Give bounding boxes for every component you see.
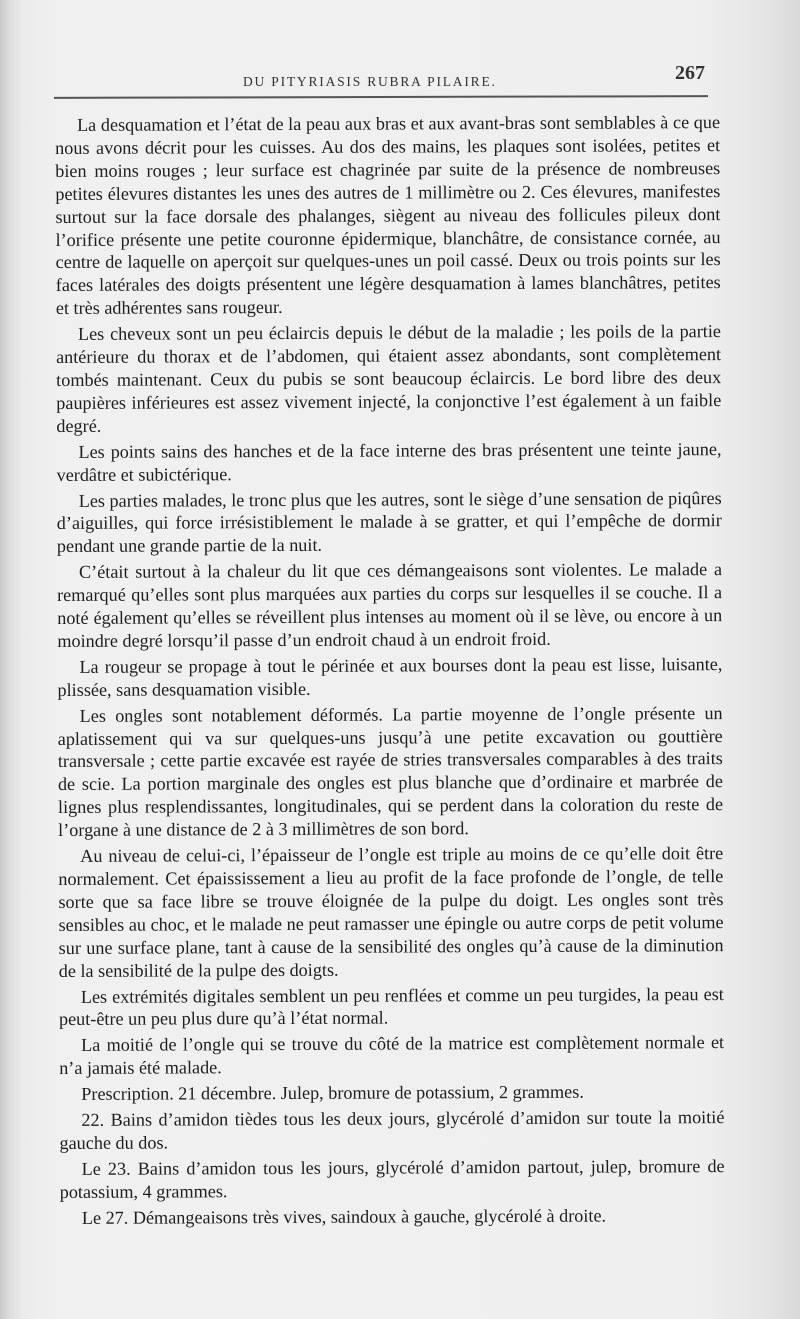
paragraph: C’était surtout à la chaleur du lit que ces démangeaisons sont violentes. Le malade a remarqué qu’elles sont plus marquées aux parties du corps sur lesquelles il se couche. Il a noté également qu’elles se réveillent plus intenses au moment où il se lève, ou encore à un moindre degré lorsqu’il passe d’un endroit chaud à un endroit froid. (57, 559, 723, 651)
paragraph: La desquamation et l’état de la peau aux bras et aux avant-bras sont semblables à ce que nous avons décrit pour les cuisses. Au dos des mains, les plaques sont isolées, petites et bien moins rouges ; leur surface est chagrinée par suite de la présence de nombreuses petites élevures distantes les unes des autres de 1 millimètre ou 2. Ces élevures, manifestes surtout sur la face dorsale des phalanges, siègent au niveau des follicules pileux dont l’orifice présente une petite couronne épidermique, blanchâtre, de consistance cornée, au centre de laquelle on aperçoit sur quelques-unes un poil cassé. Deux ou trois points sur les faces latérales des doigts présentent une légère desquamation à lames blanchâtres, petites et très adhérentes sans rougeur. (55, 112, 721, 319)
running-title: DU PITYRIASIS RUBRA PILAIRE. (243, 74, 497, 89)
paragraph: 22. Bains d’amidon tièdes tous les deux jours, glycérolé d’amidon sur toute la moitié gauche du dos. (59, 1107, 725, 1153)
paragraph: La rougeur se propage à tout le périnée et aux bourses dont la peau est lisse, luisante, plissée, sans desquamation visible. (57, 653, 723, 700)
paragraph: Les ongles sont notablement déformés. La partie moyenne de l’ongle présente un aplatissement qui va sur quelques-uns jusqu’à une petite excavation ou gouttière transversale ; cette partie excavée est rayée de stries transversales comparables à des traits de scie. La portion marginale des ongles est plus blanche que d’ordinaire et marbrée de lignes plus resplendissantes, longitudinales, qui se perdent dans la coloration du reste de l’organe à une distance de 2 à 3 millimètres de son bord. (57, 702, 724, 841)
paragraph: Les extrémités digitales semblent un peu renflées et comme un peu turgides, la peau est peut-être un peu plus dure qu’à l’état normal. (58, 983, 724, 1030)
header-rule (54, 95, 708, 99)
paragraph: Les parties malades, le tronc plus que les autres, sont le siège d’une sensation de piqûres d’aiguilles, qui force irrésistiblement le malade à se gratter, et qui l’empêche de dormir pendant une grande partie de la nuit. (56, 487, 722, 557)
paragraph: Le 27. Démangeaisons très vives, saindoux à gauche, glycérolé à droite. (81, 1205, 607, 1228)
paragraph: Le 23. Bains d’amidon tous les jours, glycérolé d’amidon partout, julep, bromure de potassium, 4 grammes. (59, 1155, 725, 1202)
page-header (55, 62, 705, 92)
paragraph: Les points sains des hanches et de la face interne des bras présentent une teinte jaune, verdâtre et subictérique. (56, 438, 722, 485)
page-number: 267 (675, 62, 705, 84)
paragraph: Prescription. 21 décembre. Julep, bromure de potassium, 2 grammes. (81, 1081, 584, 1105)
paragraph: La moitié de l’ongle qui se trouve du côté de la matrice est complètement normale et n’a jamais été malade. (59, 1032, 725, 1079)
body-text (55, 111, 725, 1232)
paragraph: Au niveau de celui-ci, l’épaisseur de l’ongle est triple au moins de ce qu’elle doit être normalement. Cet épaississement a lieu au profit de la face profonde de l’ongle, de telle sorte que sa face libre se trouve éloignée de la pulpe du doigt. Les ongles sont très sensibles au choc, et le malade ne peut ramasser une épingle ou autre corps de petit volume sur une surface plane, tant à cause de la sensibilité des ongles qu’à cause de la diminution de la sensibilité de la pulpe des doigts. (58, 843, 724, 981)
paragraph: Les cheveux sont un peu éclaircis depuis le début de la maladie ; les poils de la partie antérieure du thorax et de l’abdomen, qui étaient assez abondants, sont complètement tombés maintenant. Ceux du pubis se sont beaucoup éclaircis. Le bord libre des deux paupières inférieures est assez vivement injecté, la conjonctive l’est également à un faible degré. (56, 321, 722, 436)
